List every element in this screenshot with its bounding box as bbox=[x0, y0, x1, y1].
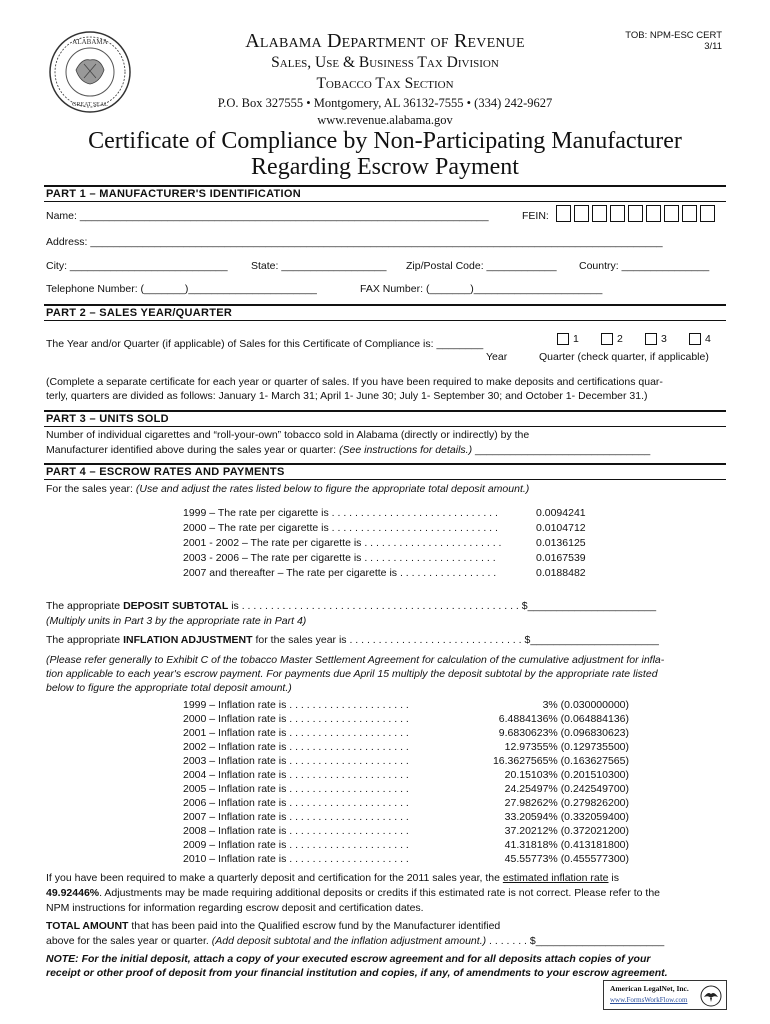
state-field[interactable]: State: __________________ bbox=[251, 260, 387, 272]
inflation-row-label: 2006 – Inflation rate is . . . . . . . . . . . . . . . . . . . . . bbox=[183, 797, 409, 809]
rate-row-value: 0.0167539 bbox=[536, 552, 586, 564]
section-divider bbox=[44, 320, 726, 321]
quarter-note-line2: terly, quarters are divided as follows: January 1- March 31; April 1- June 30; July 1- September 30; and October 1- December 31.) bbox=[46, 390, 648, 402]
part1-heading: PART 1 – MANUFACTURER'S IDENTIFICATION bbox=[46, 188, 302, 200]
section-divider bbox=[44, 479, 726, 480]
inflation-row-value: 37.20212% (0.372021200) bbox=[504, 825, 629, 837]
fein-digit-box[interactable] bbox=[700, 205, 715, 222]
quarter-label: Quarter (check quarter, if applicable) bbox=[539, 351, 709, 363]
quarterly-note-is: is bbox=[611, 872, 620, 884]
inflation-row-label: 2007 – Inflation rate is . . . . . . . . . . . . . . . . . . . . . bbox=[183, 811, 409, 823]
fein-digit-box[interactable] bbox=[646, 205, 661, 222]
inflation-row-value: 45.55773% (0.455577300) bbox=[504, 853, 629, 865]
part2-heading: PART 2 – SALES YEAR/QUARTER bbox=[46, 307, 233, 319]
part3-heading: PART 3 – UNITS SOLD bbox=[46, 413, 169, 425]
inflation-row-value: 12.97355% (0.129735500) bbox=[504, 741, 629, 753]
units-sold-line1: Number of individual cigarettes and “roll-your-own” tobacco sold in Alabama (directly or indirectly) by the bbox=[46, 429, 530, 441]
units-sold-line2[interactable] bbox=[46, 444, 650, 456]
quarterly-note-text: If you have been required to make a quarterly deposit and certification for the 2011 sales year, the bbox=[46, 872, 500, 884]
quarter-1-label: 1 bbox=[573, 333, 579, 345]
department-website: www.revenue.alabama.gov bbox=[317, 113, 453, 127]
svg-text:GREAT SEAL: GREAT SEAL bbox=[72, 102, 108, 108]
note-line1: NOTE: For the initial deposit, attach a copy of your executed escrow agreement and for all deposits attach copies of your bbox=[46, 953, 651, 965]
quarter-1-checkbox[interactable] bbox=[557, 333, 569, 345]
section-divider bbox=[44, 410, 726, 412]
form-title-line2: Regarding Escrow Payment bbox=[251, 154, 519, 180]
inflation-row-value: 27.98262% (0.279826200) bbox=[504, 797, 629, 809]
publisher-logo bbox=[603, 980, 727, 1010]
inflation-row-label: 2003 – Inflation rate is . . . . . . . . . . . . . . . . . . . . . bbox=[183, 755, 409, 767]
department-address: P.O. Box 327555 • Montgomery, AL 36132-7555 • (334) 242-9627 bbox=[217, 96, 553, 110]
quarter-2-label: 2 bbox=[617, 333, 623, 345]
quarterly-note-line1 bbox=[46, 872, 619, 884]
division-name: Sales, Use & Business Tax Division bbox=[271, 54, 499, 71]
city-field[interactable]: City: ___________________________ bbox=[46, 260, 228, 272]
part4-intro bbox=[46, 483, 529, 495]
inflation-row-value: 20.15103% (0.201510300) bbox=[504, 769, 629, 781]
quarterly-note-adjustments: . Adjustments may be made requiring additional deposits or credits if this estimated rate is not correct. Please refer to the bbox=[99, 887, 660, 899]
telephone-field[interactable]: Telephone Number: (_______)______________________ bbox=[46, 283, 317, 295]
zip-field[interactable]: Zip/Postal Code: ____________ bbox=[406, 260, 557, 272]
inflation-row-label: 2009 – Inflation rate is . . . . . . . . . . . . . . . . . . . . . bbox=[183, 839, 409, 851]
year-label: Year bbox=[486, 351, 508, 363]
part4-heading: PART 4 – ESCROW RATES AND PAYMENTS bbox=[46, 466, 285, 478]
inflation-row-label: 2001 – Inflation rate is . . . . . . . . . . . . . . . . . . . . . bbox=[183, 727, 409, 739]
total-amount-period: above for the sales year or quarter. bbox=[46, 935, 209, 947]
inflation-row-value: 33.20594% (0.332059400) bbox=[504, 811, 629, 823]
quarter-4-label: 4 bbox=[705, 333, 711, 345]
quarterly-note-line3: NPM instructions for information regarding escrow deposit and certification dates. bbox=[46, 902, 424, 914]
inflation-adjustment-pre: The appropriate bbox=[46, 634, 121, 646]
inflation-row-label: 2004 – Inflation rate is . . . . . . . . . . . . . . . . . . . . . bbox=[183, 769, 409, 781]
part4-intro-instructions: (Use and adjust the rates listed below to figure the appropriate total deposit amount.) bbox=[135, 483, 530, 495]
sales-year-question[interactable]: The Year and/or Quarter (if applicable) of Sales for this Certificate of Compliance is: ________ bbox=[46, 338, 484, 350]
deposit-subtotal-pre: The appropriate bbox=[46, 600, 121, 612]
section-divider bbox=[44, 304, 726, 306]
msa-note-line3: below to figure the appropriate total deposit amount.) bbox=[46, 682, 292, 694]
fein-digit-box[interactable] bbox=[628, 205, 643, 222]
name-field[interactable]: Name: ______________________________________________________________________ bbox=[46, 210, 489, 222]
total-amount-instructions: (Add deposit subtotal and the inflation adjustment amount.) bbox=[211, 935, 487, 947]
fein-digit-box[interactable] bbox=[664, 205, 679, 222]
inflation-row-value: 3% (0.030000000) bbox=[542, 699, 629, 711]
fax-field[interactable]: FAX Number: (_______)______________________ bbox=[360, 283, 603, 295]
fein-label: FEIN: bbox=[522, 210, 549, 222]
deposit-subtotal-blank[interactable]: is . . . . . . . . . . . . . . . . . . . . . . . . . . . . . . . . . . . . . . . . . . . . . . . . $______________________ bbox=[231, 600, 657, 612]
rate-row-label: 2000 – The rate per cigarette is . . . . . . . . . . . . . . . . . . . . . . . . . . . . . bbox=[183, 522, 498, 534]
rate-row-label: 2001 - 2002 – The rate per cigarette is . . . . . . . . . . . . . . . . . . . . . . . . bbox=[183, 537, 502, 549]
fein-digit-box[interactable] bbox=[682, 205, 697, 222]
inflation-adjustment-blank[interactable]: for the sales year is . . . . . . . . . . . . . . . . . . . . . . . . . . . . . . $______________________ bbox=[255, 634, 659, 646]
form-title-line1: Certificate of Compliance by Non-Participating Manufacturer bbox=[88, 128, 682, 154]
deposit-subtotal-note: (Multiply units in Part 3 by the appropriate rate in Part 4) bbox=[46, 615, 307, 627]
inflation-row-value: 9.6830623% (0.096830623) bbox=[498, 727, 629, 739]
svg-text:ALABAMA: ALABAMA bbox=[72, 38, 108, 46]
quarterly-note-line2 bbox=[46, 887, 660, 899]
quarter-3-label: 3 bbox=[661, 333, 667, 345]
country-field[interactable]: Country: _______________ bbox=[579, 260, 710, 272]
form-id bbox=[625, 30, 722, 52]
inflation-row-label: 2008 – Inflation rate is . . . . . . . . . . . . . . . . . . . . . bbox=[183, 825, 409, 837]
estimated-inflation-rate-term: estimated inflation rate bbox=[502, 872, 609, 884]
rate-row-value: 0.0136125 bbox=[536, 537, 586, 549]
rate-row-value: 0.0188482 bbox=[536, 567, 586, 579]
total-amount-label: TOTAL AMOUNT bbox=[46, 920, 129, 932]
inflation-row-label: 2005 – Inflation rate is . . . . . . . . . . . . . . . . . . . . . bbox=[183, 783, 409, 795]
quarter-3-checkbox[interactable] bbox=[645, 333, 657, 345]
units-sold-text: Manufacturer identified above during the sales year or quarter: bbox=[46, 444, 337, 456]
estimated-inflation-rate-value: 49.92446% bbox=[46, 887, 100, 899]
inflation-adjustment-line[interactable] bbox=[46, 634, 659, 646]
rate-row-value: 0.0104712 bbox=[536, 522, 586, 534]
publisher-url[interactable]: www.FormsWorkFlow.com bbox=[610, 996, 688, 1004]
department-name: Alabama Department of Revenue bbox=[245, 30, 525, 52]
rate-row-value: 0.0094241 bbox=[536, 507, 586, 519]
section-divider bbox=[44, 185, 726, 187]
quarter-4-checkbox[interactable] bbox=[689, 333, 701, 345]
section-divider bbox=[44, 201, 726, 202]
publisher-name: American LegalNet, Inc. bbox=[610, 984, 689, 993]
rate-row-label: 2003 - 2006 – The rate per cigarette is . . . . . . . . . . . . . . . . . . . . . . . bbox=[183, 552, 496, 564]
quarter-note-line1: (Complete a separate certificate for each year or quarter of sales. If you have been required to make deposits and certifications quar- bbox=[46, 376, 663, 388]
section-divider bbox=[44, 426, 726, 427]
units-sold-blank[interactable]: ______________________________ bbox=[475, 444, 651, 456]
section-divider bbox=[44, 463, 726, 465]
inflation-row-label: 1999 – Inflation rate is . . . . . . . . . . . . . . . . . . . . . bbox=[183, 699, 409, 711]
form-code: TOB: NPM-ESC CERT bbox=[625, 30, 722, 41]
part4-intro-text: For the sales year: bbox=[46, 483, 133, 495]
fein-digit-box[interactable] bbox=[574, 205, 589, 222]
rate-row-label: 2007 and thereafter – The rate per cigarette is . . . . . . . . . . . . . . . . . bbox=[183, 567, 497, 579]
note-line2: receipt or other proof of deposit from your financial institution and copies, if any, of amendments to your escrow agreement. bbox=[46, 967, 668, 979]
inflation-row-label: 2002 – Inflation rate is . . . . . . . . . . . . . . . . . . . . . bbox=[183, 741, 409, 753]
total-amount-line1 bbox=[46, 920, 500, 932]
address-field[interactable]: Address: __________________________________________________________________________________________________ bbox=[46, 236, 663, 248]
quarter-2-checkbox[interactable] bbox=[601, 333, 613, 345]
inflation-row-value: 16.3627565% (0.163627565) bbox=[492, 755, 629, 767]
fein-digit-box[interactable] bbox=[556, 205, 571, 222]
inflation-row-value: 24.25497% (0.242549700) bbox=[504, 783, 629, 795]
total-amount-line2[interactable] bbox=[46, 935, 664, 947]
inflation-adjustment-label: INFLATION ADJUSTMENT bbox=[123, 634, 253, 646]
fein-digit-box[interactable] bbox=[610, 205, 625, 222]
deposit-subtotal-label: DEPOSIT SUBTOTAL bbox=[123, 600, 229, 612]
section-name: Tobacco Tax Section bbox=[316, 75, 454, 92]
inflation-row-value: 6.4884136% (0.064884136) bbox=[498, 713, 629, 725]
deposit-subtotal-line[interactable] bbox=[46, 600, 656, 612]
eagle-icon bbox=[700, 985, 722, 1007]
msa-note-line2: tion applicable to each year's escrow payment. For payments due April 15 multiply the deposit subtotal by the appropriate rate listed bbox=[46, 668, 658, 680]
form-revision: 3/11 bbox=[704, 41, 722, 52]
units-sold-instructions: (See instructions for details.) bbox=[339, 444, 473, 456]
fein-digit-box[interactable] bbox=[592, 205, 607, 222]
inflation-row-value: 41.31818% (0.413181800) bbox=[504, 839, 629, 851]
inflation-row-label: 2000 – Inflation rate is . . . . . . . . . . . . . . . . . . . . . bbox=[183, 713, 409, 725]
total-amount-text: that has been paid into the Qualified escrow fund by the Manufacturer identified bbox=[131, 920, 501, 932]
msa-note-line1: (Please refer generally to Exhibit C of the tobacco Master Settlement Agreement for calculation of the cumulative adjustment for infla- bbox=[46, 654, 665, 666]
rate-row-label: 1999 – The rate per cigarette is . . . . . . . . . . . . . . . . . . . . . . . . . . . . . bbox=[183, 507, 498, 519]
total-amount-blank[interactable]: . . . . . . . $______________________ bbox=[489, 935, 665, 947]
inflation-row-label: 2010 – Inflation rate is . . . . . . . . . . . . . . . . . . . . . bbox=[183, 853, 409, 865]
